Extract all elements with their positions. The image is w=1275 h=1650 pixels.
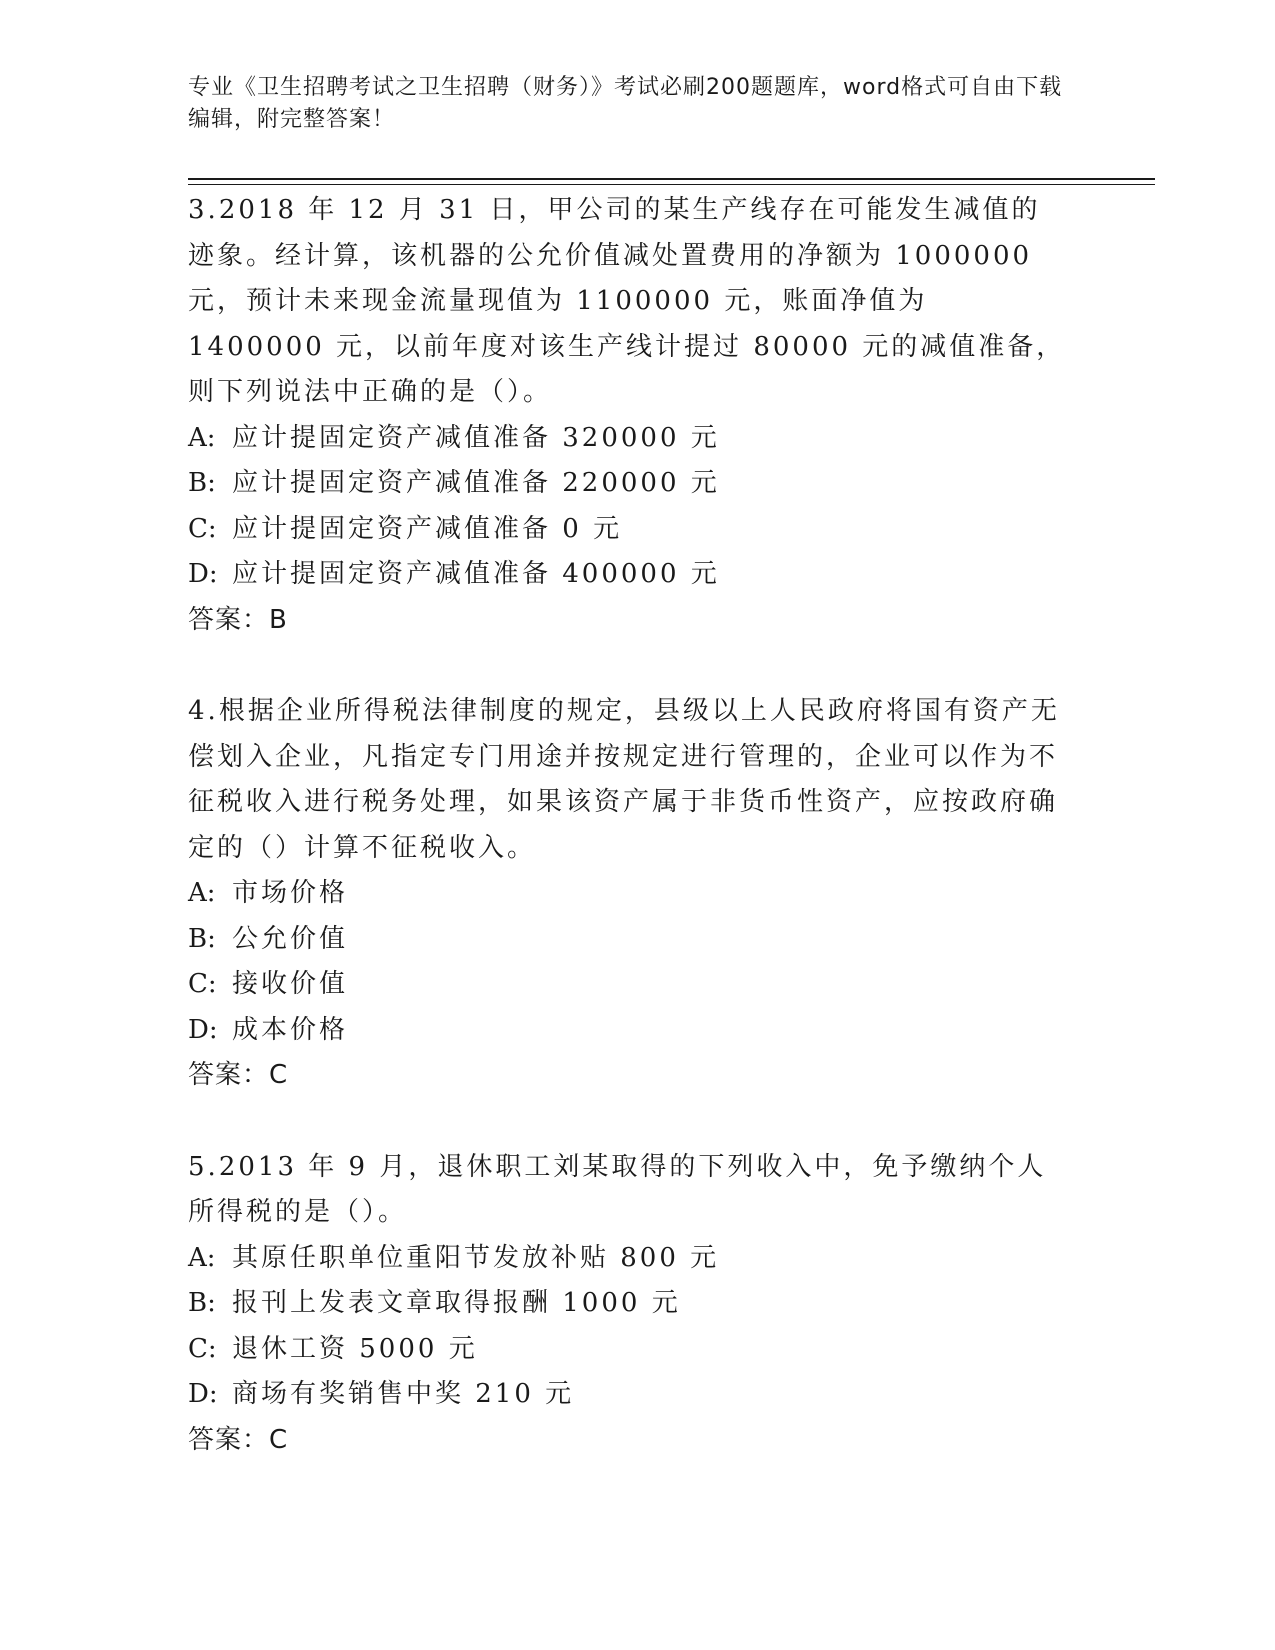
header-divider-thick (188, 178, 1155, 180)
option-text: 应计提固定资产减值准备 220000 元 (232, 468, 720, 498)
question-number: 3. (188, 195, 219, 225)
question-text (188, 689, 1068, 871)
option-b (188, 1281, 1068, 1327)
option-label: B: (188, 468, 216, 498)
option-d (188, 1008, 1068, 1054)
document-header: 专业《卫生招聘考试之卫生招聘（财务）》考试必刷200题题库，word格式可自由下载编辑，附完整答案！ (188, 75, 1063, 132)
option-text: 接收价值 (232, 969, 349, 999)
question-number: 4. (188, 696, 219, 726)
option-label: C: (188, 513, 217, 544)
option-label: A: (188, 422, 216, 453)
option-text: 成本价格 (232, 1014, 349, 1045)
question-4 (188, 689, 1068, 1099)
question-list (188, 188, 1068, 1509)
option-c (188, 507, 1068, 553)
question-body: 2013 年 9 月，退休职工刘某取得的下列收入中，免予缴纳个人所得税的是（）。 (188, 1151, 1047, 1227)
option-label: A: (188, 878, 216, 908)
option-text: 公允价值 (232, 923, 349, 954)
option-text: 商场有奖销售中奖 210 元 (232, 1379, 575, 1409)
question-number: 5. (188, 1151, 219, 1182)
option-d (188, 552, 1068, 598)
option-label: C: (188, 1333, 217, 1364)
option-label: D: (188, 1014, 218, 1045)
option-a (188, 1236, 1068, 1282)
option-label: B: (188, 1288, 216, 1318)
header-divider-thin (188, 184, 1155, 185)
option-text: 应计提固定资产减值准备 320000 元 (232, 422, 720, 453)
answer-line: 答案：C (188, 1424, 289, 1455)
question-body: 根据企业所得税法律制度的规定，县级以上人民政府将国有资产无偿划入企业，凡指定专门用途并按规定进行管理的，企业可以作为不征税收入进行税务处理，如果该资产属于非货币性资产，应按政府确定的（）计算不征税收入。 (188, 696, 1060, 863)
question-text (188, 1145, 1068, 1236)
option-b (188, 917, 1068, 963)
option-label: D: (188, 1379, 218, 1409)
option-text: 应计提固定资产减值准备 400000 元 (232, 559, 720, 589)
question-3 (188, 188, 1068, 643)
answer-line: 答案：C (188, 1060, 289, 1090)
option-label: B: (188, 923, 216, 954)
option-a (188, 416, 1068, 462)
option-label: C: (188, 969, 217, 999)
option-text: 市场价格 (232, 878, 349, 908)
option-d (188, 1372, 1068, 1418)
option-text: 退休工资 5000 元 (232, 1333, 478, 1364)
option-label: D: (188, 559, 218, 589)
question-5 (188, 1145, 1068, 1464)
option-c (188, 1327, 1068, 1373)
question-text (188, 188, 1068, 416)
option-text: 应计提固定资产减值准备 0 元 (232, 513, 623, 544)
option-label: A: (188, 1242, 216, 1273)
option-text: 其原任职单位重阳节发放补贴 800 元 (232, 1242, 720, 1273)
option-b (188, 461, 1068, 507)
answer-line: 答案：B (188, 604, 288, 635)
option-text: 报刊上发表文章取得报酬 1000 元 (232, 1288, 681, 1318)
option-a (188, 871, 1068, 917)
option-c (188, 962, 1068, 1008)
question-body: 2018 年 12 月 31 日，甲公司的某生产线存在可能发生减值的迹象。经计算，该机器的公允价值减处置费用的净额为 1000000 元，预计未来现金流量现值为 1100000 元，账面净值为 1400000 元，以前年度对该生产线计提过 80000 元的减值准备，则下列说法中正确的是（）。 (188, 195, 1066, 407)
